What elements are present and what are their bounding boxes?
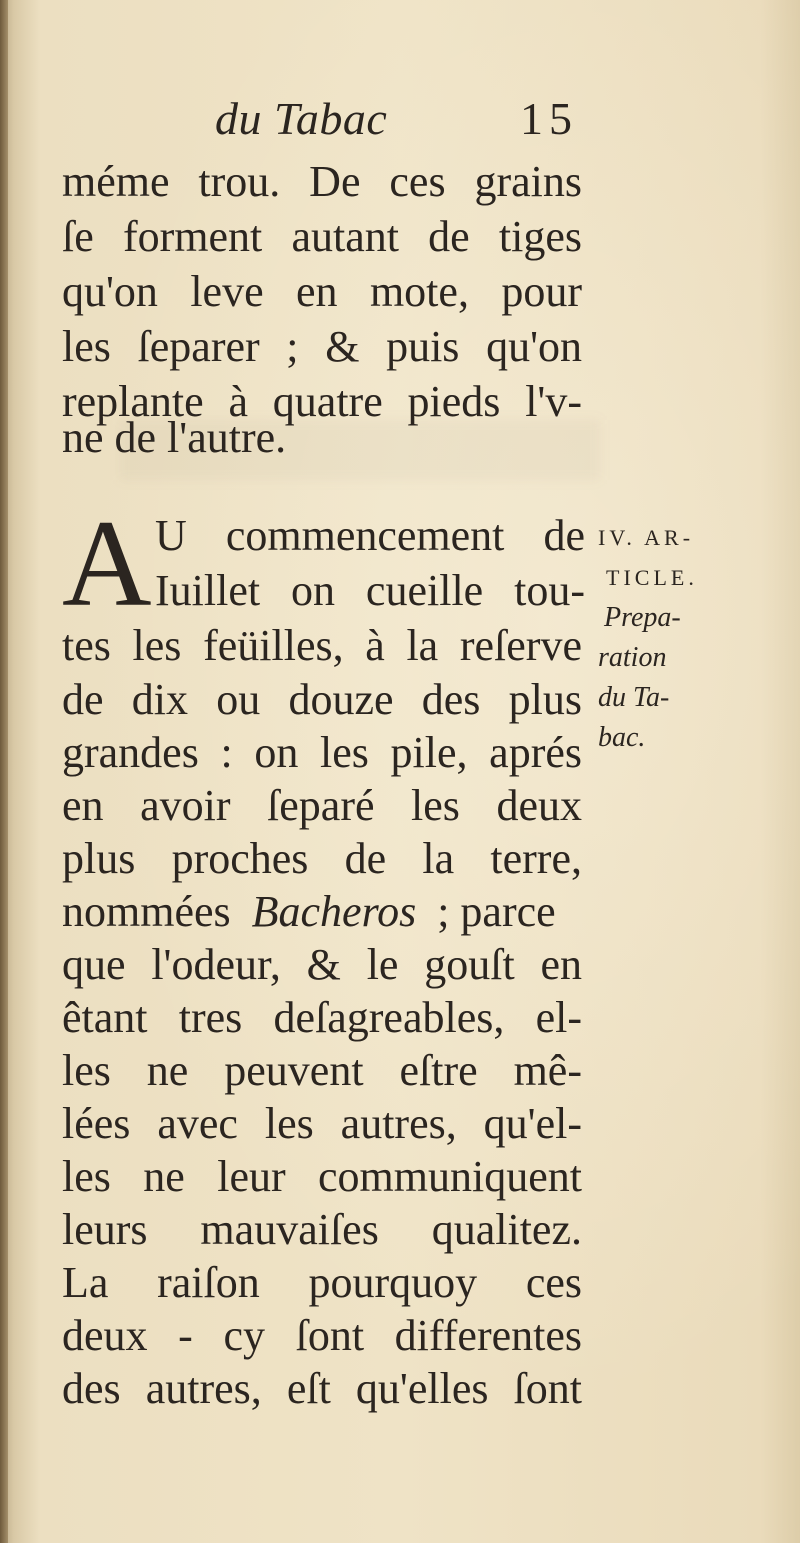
text-line: replante à quatre pieds l'v- — [62, 377, 582, 426]
text-line: de dix ou douze des plus — [62, 675, 582, 724]
page-spine-edge — [0, 0, 8, 1543]
text-line: qu'on leve en mote, pour — [62, 267, 582, 316]
text-line: tes les feüilles, à la reſerve — [62, 621, 582, 670]
text-line: les ne leur communiquent — [62, 1152, 582, 1201]
text-line: deux - cy ſont differentes — [62, 1311, 582, 1360]
text-line: êtant tres deſagreables, el- — [62, 993, 582, 1042]
text-line: lées avec les autres, qu'el- — [62, 1099, 582, 1148]
margin-note-line: IV. AR- — [598, 525, 695, 550]
margin-note-line: bac. — [598, 722, 646, 753]
text-line: que l'odeur, & le gouſt en — [62, 940, 582, 989]
text-line: ſe forment autant de tiges — [62, 212, 582, 261]
page-number: 15 — [520, 93, 578, 144]
margin-note — [598, 518, 778, 758]
text-line: ne de l'autre. — [62, 413, 287, 462]
text-fragment: ; parce — [437, 887, 556, 936]
text-line: méme trou. De ces grains — [62, 157, 582, 206]
text-line: leurs mauvaiſes qualitez. — [62, 1205, 582, 1254]
text-line: les ſeparer ; & puis qu'on — [62, 322, 582, 371]
text-line: en avoir ſeparé les deux — [62, 781, 582, 830]
margin-note-line: ration — [598, 642, 667, 673]
text-line: des autres, eſt qu'elles ſont — [62, 1364, 582, 1413]
text-line: les ne peuvent eſtre mê- — [62, 1046, 582, 1095]
margin-note-line: Prepa- — [604, 602, 681, 633]
running-head-title: du Tabac — [215, 93, 388, 144]
text-line: La raiſon pourquoy ces — [62, 1258, 582, 1307]
text-line: Iuillet on cueille tou- — [155, 566, 585, 615]
italic-term: Bacheros — [251, 887, 417, 936]
text-line: grandes : on les pile, aprés — [62, 728, 582, 777]
text-line: plus proches de la terre, — [62, 834, 582, 883]
margin-note-line: du Ta- — [598, 682, 670, 713]
text-line-with-italic — [62, 884, 582, 940]
text-fragment: nommées — [62, 887, 231, 936]
text-line: U commencement de — [155, 511, 585, 560]
running-head — [0, 92, 800, 152]
drop-cap-initial: A — [62, 495, 152, 632]
margin-note-line: TICLE. — [606, 565, 698, 590]
